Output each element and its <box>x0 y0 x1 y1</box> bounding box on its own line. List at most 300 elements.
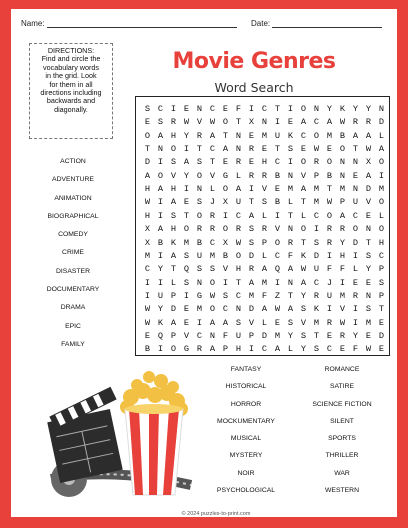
grid-letter[interactable]: S <box>196 264 203 275</box>
grid-letter[interactable]: D <box>365 184 372 195</box>
grid-letter[interactable]: R <box>170 117 177 128</box>
grid-letter[interactable]: O <box>352 224 359 235</box>
grid-letter[interactable]: Y <box>287 330 294 341</box>
grid-letter[interactable]: I <box>157 197 164 208</box>
grid-letter[interactable]: R <box>248 144 255 155</box>
grid-letter[interactable]: O <box>274 237 281 248</box>
grid-letter[interactable]: R <box>261 170 268 181</box>
grid-letter[interactable]: I <box>339 277 346 288</box>
grid-letter[interactable]: A <box>222 317 229 328</box>
grid-letter[interactable]: C <box>261 344 268 355</box>
grid-letter[interactable]: E <box>144 117 151 128</box>
grid-letter[interactable]: A <box>209 344 216 355</box>
grid-letter[interactable]: C <box>222 304 229 315</box>
grid-letter[interactable]: C <box>313 117 320 128</box>
grid-letter[interactable]: E <box>274 184 281 195</box>
grid-letter[interactable]: A <box>209 317 216 328</box>
grid-letter[interactable]: R <box>352 290 359 301</box>
grid-letter[interactable]: M <box>313 317 320 328</box>
grid-letter[interactable]: E <box>183 304 190 315</box>
grid-letter[interactable]: O <box>196 170 203 181</box>
grid-letter[interactable]: A <box>261 304 268 315</box>
grid-letter[interactable]: D <box>144 157 151 168</box>
grid-letter[interactable]: P <box>378 290 385 301</box>
grid-letter[interactable]: L <box>209 184 216 195</box>
grid-letter[interactable]: D <box>261 330 268 341</box>
grid-letter[interactable]: I <box>326 250 333 261</box>
grid-letter[interactable]: E <box>339 344 346 355</box>
grid-letter[interactable]: M <box>248 290 255 301</box>
grid-letter[interactable]: O <box>222 117 229 128</box>
grid-letter[interactable]: V <box>222 264 229 275</box>
grid-letter[interactable]: V <box>339 304 346 315</box>
grid-letter[interactable]: A <box>300 277 307 288</box>
grid-letter[interactable]: Y <box>352 104 359 114</box>
grid-letter[interactable]: E <box>183 197 190 208</box>
grid-letter[interactable]: N <box>196 104 203 114</box>
grid-letter[interactable]: A <box>365 130 372 141</box>
grid-letter[interactable]: R <box>261 224 268 235</box>
grid-letter[interactable]: L <box>300 210 307 221</box>
grid-letter[interactable]: N <box>378 104 385 114</box>
grid-letter[interactable]: R <box>326 317 333 328</box>
grid-letter[interactable]: I <box>248 184 255 195</box>
grid-letter[interactable]: A <box>287 264 294 275</box>
grid-letter[interactable]: N <box>157 144 164 155</box>
grid-letter[interactable]: T <box>183 210 190 221</box>
grid-letter[interactable]: Q <box>157 330 164 341</box>
grid-letter[interactable]: O <box>170 144 177 155</box>
grid-letter[interactable]: X <box>365 157 372 168</box>
grid-letter[interactable]: M <box>339 184 346 195</box>
grid-letter[interactable]: I <box>157 344 164 355</box>
grid-letter[interactable]: A <box>300 117 307 128</box>
grid-letter[interactable]: M <box>313 197 320 208</box>
grid-letter[interactable]: V <box>248 317 255 328</box>
grid-letter[interactable]: N <box>352 184 359 195</box>
grid-letter[interactable]: Y <box>183 130 190 141</box>
grid-letter[interactable]: V <box>365 197 372 208</box>
grid-letter[interactable]: N <box>365 290 372 301</box>
grid-letter[interactable]: M <box>326 130 333 141</box>
grid-letter[interactable]: F <box>339 264 346 275</box>
grid-letter[interactable]: T <box>209 157 216 168</box>
grid-letter[interactable]: R <box>235 157 242 168</box>
grid-letter[interactable]: I <box>157 210 164 221</box>
grid-letter[interactable]: U <box>352 197 359 208</box>
grid-letter[interactable]: O <box>209 304 216 315</box>
grid-letter[interactable]: S <box>183 277 190 288</box>
grid-letter[interactable]: W <box>313 144 320 155</box>
grid-letter[interactable]: E <box>352 277 359 288</box>
grid-letter[interactable]: X <box>222 197 229 208</box>
grid-letter[interactable]: O <box>300 157 307 168</box>
grid-letter[interactable]: K <box>170 237 177 248</box>
grid-letter[interactable]: S <box>222 290 229 301</box>
grid-letter[interactable]: D <box>378 117 385 128</box>
grid-letter[interactable]: D <box>248 250 255 261</box>
grid-letter[interactable]: J <box>326 277 333 288</box>
grid-letter[interactable]: L <box>261 210 268 221</box>
grid-letter[interactable]: F <box>261 290 268 301</box>
grid-letter[interactable]: I <box>144 277 151 288</box>
grid-letter[interactable]: R <box>209 224 216 235</box>
grid-letter[interactable]: E <box>300 144 307 155</box>
grid-letter[interactable]: L <box>378 210 385 221</box>
grid-letter[interactable]: K <box>157 317 164 328</box>
grid-letter[interactable]: E <box>248 130 255 141</box>
grid-letter[interactable]: I <box>222 277 229 288</box>
grid-letter[interactable]: O <box>157 170 164 181</box>
grid-letter[interactable]: O <box>183 224 190 235</box>
grid-letter[interactable]: J <box>209 197 216 208</box>
grid-letter[interactable]: W <box>274 304 281 315</box>
grid-letter[interactable]: R <box>326 224 333 235</box>
grid-letter[interactable]: D <box>352 237 359 248</box>
grid-letter[interactable]: M <box>378 184 385 195</box>
grid-letter[interactable]: W <box>235 237 242 248</box>
grid-letter[interactable]: S <box>196 197 203 208</box>
grid-letter[interactable]: A <box>235 184 242 195</box>
grid-letter[interactable]: W <box>365 344 372 355</box>
grid-letter[interactable]: A <box>248 277 255 288</box>
grid-letter[interactable]: C <box>378 250 385 261</box>
grid-letter[interactable]: A <box>170 250 177 261</box>
grid-letter[interactable]: O <box>209 277 216 288</box>
grid-letter[interactable]: I <box>352 304 359 315</box>
grid-letter[interactable]: C <box>274 157 281 168</box>
grid-letter[interactable]: R <box>196 224 203 235</box>
grid-letter[interactable]: A <box>170 197 177 208</box>
grid-letter[interactable]: O <box>222 224 229 235</box>
grid-letter[interactable]: O <box>196 210 203 221</box>
grid-letter[interactable]: A <box>274 344 281 355</box>
grid-letter[interactable]: L <box>378 130 385 141</box>
grid-letter[interactable]: C <box>209 104 216 114</box>
grid-letter[interactable]: T <box>248 197 255 208</box>
grid-letter[interactable]: I <box>170 104 177 114</box>
grid-letter[interactable]: E <box>352 170 359 181</box>
grid-letter[interactable]: S <box>365 250 372 261</box>
grid-letter[interactable]: B <box>157 237 164 248</box>
grid-letter[interactable]: T <box>378 304 385 315</box>
grid-letter[interactable]: I <box>248 104 255 114</box>
grid-letter[interactable]: W <box>144 197 151 208</box>
grid-letter[interactable]: C <box>157 104 164 114</box>
grid-letter[interactable]: C <box>209 144 216 155</box>
grid-letter[interactable]: N <box>235 144 242 155</box>
grid-letter[interactable]: E <box>287 117 294 128</box>
grid-letter[interactable]: F <box>222 330 229 341</box>
grid-letter[interactable]: W <box>183 117 190 128</box>
grid-letter[interactable]: H <box>170 130 177 141</box>
grid-letter[interactable]: E <box>365 210 372 221</box>
grid-letter[interactable]: A <box>144 170 151 181</box>
grid-letter[interactable]: M <box>339 290 346 301</box>
grid-letter[interactable]: A <box>365 170 372 181</box>
grid-letter[interactable]: N <box>365 224 372 235</box>
grid-letter[interactable]: L <box>170 277 177 288</box>
grid-letter[interactable]: S <box>287 317 294 328</box>
grid-letter[interactable]: C <box>235 290 242 301</box>
grid-letter[interactable]: C <box>144 264 151 275</box>
grid-letter[interactable]: S <box>196 157 203 168</box>
grid-letter[interactable]: T <box>170 264 177 275</box>
grid-letter[interactable]: R <box>313 290 320 301</box>
grid-letter[interactable]: U <box>157 290 164 301</box>
grid-letter[interactable]: O <box>339 144 346 155</box>
grid-letter[interactable]: W <box>209 117 216 128</box>
grid-letter[interactable]: B <box>196 237 203 248</box>
grid-letter[interactable]: V <box>261 184 268 195</box>
grid-letter[interactable]: U <box>313 264 320 275</box>
grid-letter[interactable]: Y <box>157 304 164 315</box>
grid-letter[interactable]: S <box>313 237 320 248</box>
grid-letter[interactable]: E <box>274 317 281 328</box>
grid-letter[interactable]: C <box>313 277 320 288</box>
grid-letter[interactable]: S <box>183 250 190 261</box>
grid-letter[interactable]: I <box>144 290 151 301</box>
grid-letter[interactable]: U <box>326 290 333 301</box>
grid-letter[interactable]: V <box>300 170 307 181</box>
grid-letter[interactable]: H <box>261 157 268 168</box>
grid-letter[interactable]: I <box>274 210 281 221</box>
grid-letter[interactable]: S <box>313 344 320 355</box>
grid-letter[interactable]: I <box>222 210 229 221</box>
grid-letter[interactable]: I <box>287 157 294 168</box>
grid-letter[interactable]: F <box>326 264 333 275</box>
grid-letter[interactable]: P <box>261 237 268 248</box>
grid-letter[interactable]: R <box>196 344 203 355</box>
grid-letter[interactable]: I <box>378 170 385 181</box>
grid-letter[interactable]: W <box>326 197 333 208</box>
grid-letter[interactable]: N <box>287 224 294 235</box>
grid-letter[interactable]: I <box>183 144 190 155</box>
grid-letter[interactable]: O <box>300 224 307 235</box>
grid-letter[interactable]: O <box>378 197 385 208</box>
grid-letter[interactable]: K <box>339 104 346 114</box>
grid-letter[interactable]: I <box>183 290 190 301</box>
grid-letter[interactable]: E <box>248 157 255 168</box>
date-field[interactable] <box>251 19 382 28</box>
grid-letter[interactable]: L <box>287 344 294 355</box>
grid-letter[interactable]: H <box>378 237 385 248</box>
grid-letter[interactable]: C <box>235 210 242 221</box>
grid-letter[interactable]: R <box>209 210 216 221</box>
grid-letter[interactable]: O <box>235 250 242 261</box>
grid-letter[interactable]: V <box>196 117 203 128</box>
grid-letter[interactable]: C <box>196 330 203 341</box>
grid-letter[interactable]: U <box>196 250 203 261</box>
grid-letter[interactable]: N <box>339 170 346 181</box>
grid-letter[interactable]: S <box>300 330 307 341</box>
grid-letter[interactable]: I <box>352 250 359 261</box>
grid-letter[interactable]: R <box>352 117 359 128</box>
grid-letter[interactable]: I <box>287 104 294 114</box>
grid-letter[interactable]: N <box>209 330 216 341</box>
grid-letter[interactable]: M <box>274 330 281 341</box>
grid-letter[interactable]: S <box>157 117 164 128</box>
grid-letter[interactable]: S <box>261 197 268 208</box>
grid-letter[interactable]: I <box>183 184 190 195</box>
grid-letter[interactable]: E <box>365 330 372 341</box>
grid-letter[interactable]: B <box>274 170 281 181</box>
grid-letter[interactable]: N <box>196 277 203 288</box>
grid-letter[interactable]: O <box>300 104 307 114</box>
grid-letter[interactable]: A <box>209 130 216 141</box>
grid-letter[interactable]: H <box>170 184 177 195</box>
grid-letter[interactable]: P <box>170 330 177 341</box>
grid-letter[interactable]: H <box>170 224 177 235</box>
grid-letter[interactable]: Y <box>352 330 359 341</box>
grid-letter[interactable]: U <box>235 330 242 341</box>
grid-letter[interactable]: T <box>196 144 203 155</box>
grid-letter[interactable]: M <box>261 277 268 288</box>
grid-letter[interactable]: W <box>144 304 151 315</box>
grid-letter[interactable]: R <box>248 264 255 275</box>
grid-letter[interactable]: S <box>287 144 294 155</box>
grid-letter[interactable]: O <box>170 344 177 355</box>
grid-letter[interactable]: V <box>183 330 190 341</box>
grid-letter[interactable]: Y <box>183 170 190 181</box>
grid-letter[interactable]: B <box>339 130 346 141</box>
grid-letter[interactable]: S <box>248 224 255 235</box>
grid-letter[interactable]: M <box>261 130 268 141</box>
grid-letter[interactable]: K <box>287 130 294 141</box>
grid-letter[interactable]: T <box>274 144 281 155</box>
grid-letter[interactable]: S <box>235 317 242 328</box>
grid-letter[interactable]: V <box>300 317 307 328</box>
grid-letter[interactable]: M <box>313 184 320 195</box>
grid-letter[interactable]: R <box>248 170 255 181</box>
grid-letter[interactable]: N <box>261 117 268 128</box>
grid-letter[interactable]: A <box>170 317 177 328</box>
grid-letter[interactable]: N <box>352 157 359 168</box>
grid-letter[interactable]: N <box>196 184 203 195</box>
grid-letter[interactable]: N <box>339 157 346 168</box>
grid-letter[interactable]: V <box>274 224 281 235</box>
grid-letter[interactable]: R <box>196 130 203 141</box>
grid-letter[interactable]: D <box>170 304 177 315</box>
grid-letter[interactable]: C <box>274 250 281 261</box>
grid-letter[interactable]: X <box>248 117 255 128</box>
grid-letter[interactable]: I <box>157 250 164 261</box>
grid-letter[interactable]: G <box>196 290 203 301</box>
grid-letter[interactable]: H <box>144 184 151 195</box>
grid-letter[interactable]: T <box>365 237 372 248</box>
grid-letter[interactable]: P <box>339 197 346 208</box>
grid-letter[interactable]: E <box>326 144 333 155</box>
grid-letter[interactable]: L <box>235 170 242 181</box>
grid-letter[interactable]: C <box>209 237 216 248</box>
grid-letter[interactable]: G <box>222 170 229 181</box>
grid-letter[interactable]: S <box>170 210 177 221</box>
grid-letter[interactable]: M <box>209 250 216 261</box>
grid-letter[interactable]: H <box>144 210 151 221</box>
grid-letter[interactable]: X <box>222 237 229 248</box>
grid-letter[interactable]: R <box>365 117 372 128</box>
grid-letter[interactable]: Y <box>326 104 333 114</box>
grid-letter[interactable]: Y <box>365 264 372 275</box>
grid-letter[interactable]: E <box>183 104 190 114</box>
grid-letter[interactable]: Y <box>300 344 307 355</box>
grid-letter[interactable]: W <box>209 290 216 301</box>
grid-letter[interactable]: W <box>339 117 346 128</box>
grid-letter[interactable]: I <box>196 317 203 328</box>
grid-letter[interactable]: T <box>235 277 242 288</box>
grid-letter[interactable]: Y <box>339 237 346 248</box>
grid-letter[interactable]: E <box>183 317 190 328</box>
grid-letter[interactable]: M <box>183 237 190 248</box>
grid-letter[interactable]: O <box>144 130 151 141</box>
grid-letter[interactable]: G <box>183 344 190 355</box>
grid-letter[interactable]: B <box>144 344 151 355</box>
grid-letter[interactable]: B <box>326 170 333 181</box>
grid-letter[interactable]: P <box>170 290 177 301</box>
grid-letter[interactable]: F <box>352 344 359 355</box>
grid-letter[interactable]: A <box>339 210 346 221</box>
grid-letter[interactable]: A <box>261 264 268 275</box>
grid-letter[interactable]: A <box>183 157 190 168</box>
grid-letter[interactable]: O <box>313 130 320 141</box>
grid-letter[interactable]: S <box>378 277 385 288</box>
grid-letter[interactable]: M <box>144 250 151 261</box>
grid-letter[interactable]: M <box>365 317 372 328</box>
grid-letter[interactable]: I <box>274 277 281 288</box>
grid-letter[interactable]: F <box>287 250 294 261</box>
grid-letter[interactable]: H <box>235 344 242 355</box>
grid-letter[interactable]: S <box>144 104 151 114</box>
grid-letter[interactable]: E <box>261 144 268 155</box>
grid-letter[interactable]: R <box>339 224 346 235</box>
name-line[interactable] <box>47 19 237 28</box>
grid-letter[interactable]: I <box>157 157 164 168</box>
grid-letter[interactable]: W <box>339 317 346 328</box>
grid-letter[interactable]: C <box>313 210 320 221</box>
grid-letter[interactable]: Y <box>300 290 307 301</box>
grid-letter[interactable]: L <box>261 250 268 261</box>
grid-letter[interactable]: A <box>157 184 164 195</box>
grid-letter[interactable]: E <box>222 104 229 114</box>
grid-letter[interactable]: H <box>339 250 346 261</box>
grid-letter[interactable]: Q <box>274 264 281 275</box>
grid-letter[interactable]: E <box>378 317 385 328</box>
grid-letter[interactable]: B <box>274 197 281 208</box>
grid-letter[interactable]: R <box>235 224 242 235</box>
grid-letter[interactable]: Y <box>157 264 164 275</box>
grid-letter[interactable]: O <box>326 157 333 168</box>
grid-letter[interactable]: T <box>313 330 320 341</box>
grid-letter[interactable]: S <box>170 157 177 168</box>
grid-letter[interactable]: S <box>300 304 307 315</box>
grid-letter[interactable]: E <box>365 277 372 288</box>
grid-letter[interactable]: L <box>352 264 359 275</box>
grid-letter[interactable]: Y <box>365 104 372 114</box>
grid-letter[interactable]: O <box>378 224 385 235</box>
grid-letter[interactable]: B <box>222 250 229 261</box>
grid-letter[interactable]: O <box>378 157 385 168</box>
grid-letter[interactable]: I <box>248 344 255 355</box>
grid-letter[interactable]: I <box>326 304 333 315</box>
grid-letter[interactable]: N <box>287 277 294 288</box>
grid-letter[interactable]: P <box>222 344 229 355</box>
grid-letter[interactable]: W <box>300 264 307 275</box>
grid-letter[interactable]: I <box>157 277 164 288</box>
grid-letter[interactable]: T <box>300 197 307 208</box>
grid-letter[interactable]: U <box>235 197 242 208</box>
grid-letter[interactable]: T <box>222 130 229 141</box>
grid-letter[interactable]: D <box>313 250 320 261</box>
